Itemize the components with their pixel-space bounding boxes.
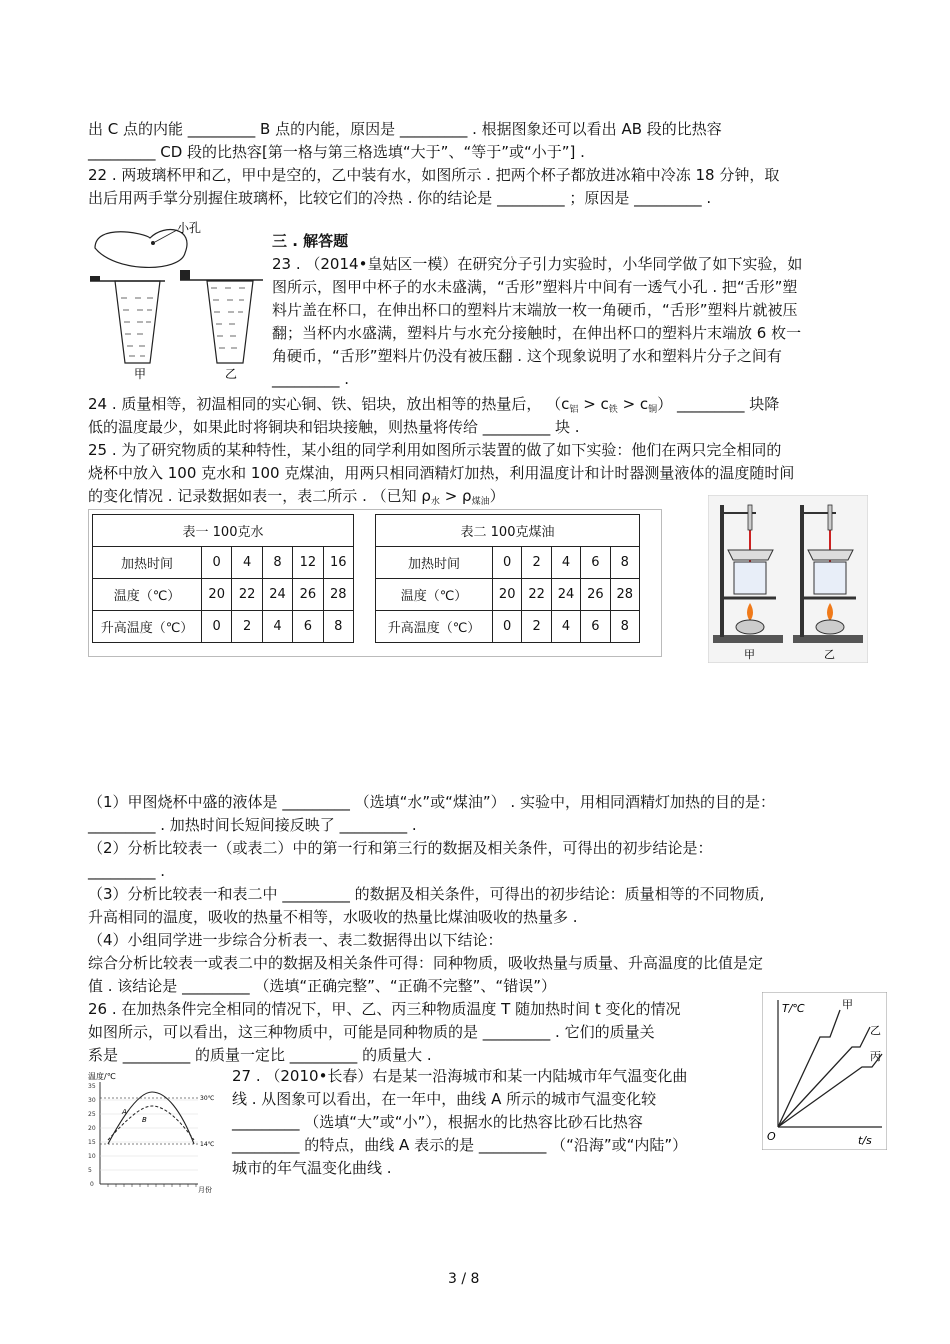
q25-p2a: （2）分析比较表一（或表二）中的第一行和第三行的数据及相关条件，可得出的初步结论是：	[88, 839, 713, 857]
q25-l1: 25 . 为了研究物质的某种特性，某小组的同学利用如图所示装置的做了如下实验：他们在两只完全相同的	[88, 441, 782, 459]
q24-l1b: ） _________ 块降	[657, 395, 780, 413]
line-30-label: 30℃	[200, 1095, 215, 1102]
table-kerosene	[375, 514, 640, 643]
q25-sub-oil: 煤油	[471, 497, 490, 507]
cell: 28	[610, 579, 639, 611]
cell: 22	[232, 579, 262, 611]
q23-l6: _________ .	[272, 370, 350, 388]
q21-line2: _________ CD 段的比热容[第一格与第三格选填“大于”、“等于”或“小于”] .	[88, 143, 585, 161]
apparatus-a-label: 甲	[744, 648, 755, 661]
row-label: 温度（℃）	[93, 579, 202, 611]
q25-p3a: （3）分析比较表一和表二中 _________ 的数据及相关条件，可得出的初步结论：质量相等的不同物质,	[88, 885, 765, 903]
cell: 0	[202, 611, 232, 643]
q25-l3a: 的变化情况 . 记录数据如表一，表二所示 . （已知 ρ	[88, 487, 431, 505]
ytick: 30	[88, 1097, 96, 1104]
q26-l3: 系是 _________ 的质量一定比 _________ 的质量大 .	[88, 1046, 432, 1064]
cell: 4	[232, 547, 262, 579]
cell: 0	[493, 547, 522, 579]
ytick: 15	[88, 1139, 96, 1146]
chart-ylabel: 温度/℃	[88, 1072, 116, 1081]
graph-origin: O	[767, 1130, 776, 1143]
cup-b-label: 乙	[225, 367, 238, 381]
q24-l1a: 24 . 质量相等，初温相同的实心铜、铁、铝块，放出相等的热量后， （c	[88, 395, 570, 413]
table-kerosene-title: 表二 100克煤油	[376, 515, 640, 547]
table-row	[93, 611, 354, 643]
cell: 20	[493, 579, 522, 611]
row-label: 温度（℃）	[376, 579, 493, 611]
cell: 8	[610, 547, 639, 579]
series-yi-label: 乙	[870, 1024, 881, 1037]
cell: 6	[581, 611, 610, 643]
ytick: 0	[90, 1181, 94, 1188]
cell: 2	[522, 547, 551, 579]
annual-temperature-chart	[86, 1070, 218, 1194]
cell: 0	[493, 611, 522, 643]
cell: 8	[323, 611, 353, 643]
q27-l1: 27 . （2010•长春）右是某一沿海城市和某一内陆城市年气温变化曲	[232, 1067, 688, 1085]
cell: 20	[202, 579, 232, 611]
q25-p4b: 综合分析比较表一或表二中的数据及相关条件可得：同种物质，吸收热量与质量、升高温度的比值是定	[88, 954, 764, 972]
q25-p3b: 升高相同的温度，吸收的热量不相等，水吸收的热量比煤油吸收的热量多 .	[88, 908, 578, 926]
q27-l4: _________ 的特点，曲线 A 表示的是 _________ （“沿海”或“内陆”）	[232, 1136, 688, 1154]
q25-l3b: ）	[489, 487, 505, 505]
cell: 28	[323, 579, 353, 611]
graph-ylabel: T/℃	[782, 1002, 805, 1015]
cell: 12	[293, 547, 323, 579]
q27-l2: 线 . 从图象可以看出，在一年中，曲线 A 所示的城市气温变化较	[232, 1090, 657, 1108]
q25-sub-water: 水	[430, 497, 440, 507]
chart-xlabel: 月份	[198, 1186, 212, 1194]
q22-line1: 22 . 两玻璃杯甲和乙，甲中是空的，乙中装有水，如图所示 . 把两个杯子都放进冰箱中冷冻 18 分钟，取	[88, 166, 780, 184]
q21-line1: 出 C 点的内能 _________ B 点的内能，原因是 _________ . 根据图象还可以看出 AB 段的比热容	[88, 120, 722, 138]
cell: 4	[551, 611, 580, 643]
table-row	[376, 579, 640, 611]
q25-p1b: _________ . 加热时间长短间接反映了 _________ .	[88, 816, 417, 834]
cell: 26	[581, 579, 610, 611]
page-number: 3 / 8	[448, 1271, 480, 1287]
cell: 8	[610, 611, 639, 643]
q25-p1a: （1）甲图烧杯中盛的液体是 _________ （选填“水”或“煤油”） . 实验中，用相同酒精灯加热的目的是：	[88, 793, 775, 811]
apparatus-b-label: 乙	[824, 648, 835, 661]
q27-l3: _________ （选填“大”或“小”），根据水的比热容比砂石比热容	[232, 1113, 643, 1131]
q26-l2: 如图所示，可以看出，这三种物质中，可能是同种物质的是 _________ . 它们的质量关	[88, 1023, 655, 1041]
cell: 26	[293, 579, 323, 611]
ytick: 5	[88, 1167, 92, 1174]
cell: 24	[551, 579, 580, 611]
cell: 8	[262, 547, 292, 579]
q24-sub-cu: 铜	[648, 405, 658, 415]
q23-l3: 料片盖在杯口，在伸出杯口的塑料片末端放一枚一角硬币，“舌形”塑料片就被压	[272, 301, 798, 319]
q25-gt: > ρ	[439, 487, 472, 505]
heating-apparatus-figure	[708, 495, 868, 663]
cup-a-label: 甲	[134, 367, 147, 381]
ytick: 10	[88, 1153, 96, 1160]
ytick: 20	[88, 1125, 96, 1132]
q25-l2: 烧杯中放入 100 克水和 100 克煤油，用两只相同酒精灯加热，利用温度计和计时器测量液体的温度随时间	[88, 464, 795, 482]
row-label: 加热时间	[376, 547, 493, 579]
temperature-time-graph	[762, 992, 887, 1150]
q23-l2: 图所示，图甲中杯子的水未盛满，“舌形”塑料片中间有一透气小孔 . 把“舌形”塑	[272, 278, 798, 296]
q25-p4c: 值 . 该结论是 _________ （选填“正确完整”、“正确不完整”、“错误”）	[88, 977, 556, 995]
q23-l4: 翻；当杯内水盛满，塑料片与水充分接触时，在伸出杯口的塑料片末端放 6 枚一	[272, 324, 802, 342]
table-row	[93, 547, 354, 579]
q24-sub-fe: 铁	[608, 405, 618, 415]
cell: 4	[551, 547, 580, 579]
cell: 2	[522, 611, 551, 643]
section-3-title: 三 . 解答题	[272, 232, 349, 250]
q26-l1: 26 . 在加热条件完全相同的情况下，甲、乙、丙三种物质温度 T 随加热时间 t 变化的情况	[88, 1000, 681, 1018]
q24-gt1: > c	[578, 395, 609, 413]
row-label: 升高温度（℃）	[376, 611, 493, 643]
table-row	[376, 547, 640, 579]
curve-a-label: A	[122, 1108, 127, 1116]
cell: 16	[323, 547, 353, 579]
q23-l1: 23 . （2014•皇姑区一模）在研究分子引力实验时，小华同学做了如下实验，如	[272, 255, 803, 273]
cups-figure	[85, 218, 265, 383]
series-bing-label: 丙	[870, 1050, 881, 1063]
ytick: 35	[88, 1083, 96, 1090]
q23-l5: 角硬币，“舌形”塑料片仍没有被压翻 . 这个现象说明了水和塑料片分子之间有	[272, 347, 782, 365]
q22-line2: 出后用两手掌分别握住玻璃杯，比较它们的冷热 . 你的结论是 _________ ；原因是 _________ .	[88, 189, 712, 207]
cell: 24	[262, 579, 292, 611]
cell: 0	[202, 547, 232, 579]
table-row	[376, 611, 640, 643]
row-label: 升高温度（℃）	[93, 611, 202, 643]
q24-gt2: > c	[617, 395, 649, 413]
curve-b-label: B	[142, 1116, 147, 1124]
series-jia-label: 甲	[842, 998, 853, 1011]
table-row	[93, 579, 354, 611]
table-water	[92, 514, 354, 643]
cell: 22	[522, 579, 551, 611]
q25-p4a: （4）小组同学进一步综合分析表一、表二数据得出以下结论：	[88, 931, 503, 949]
q24-l2: 低的温度最少，如果此时将铜块和铝块接触，则热量将传给 _________ 块 .	[88, 418, 580, 436]
q27-l5: 城市的年气温变化曲线 .	[232, 1159, 392, 1177]
cell: 2	[232, 611, 262, 643]
cell: 6	[581, 547, 610, 579]
cell: 6	[293, 611, 323, 643]
table-water-title: 表一 100克水	[93, 515, 354, 547]
line-14-label: 14℃	[200, 1141, 215, 1148]
q25-p2b: _________ .	[88, 862, 166, 880]
ytick: 25	[88, 1111, 96, 1118]
graph-xlabel: t/s	[858, 1134, 872, 1147]
hole-label: 小孔	[177, 221, 202, 235]
cell: 4	[262, 611, 292, 643]
row-label: 加热时间	[93, 547, 202, 579]
q24-sub-al: 铝	[569, 405, 579, 415]
